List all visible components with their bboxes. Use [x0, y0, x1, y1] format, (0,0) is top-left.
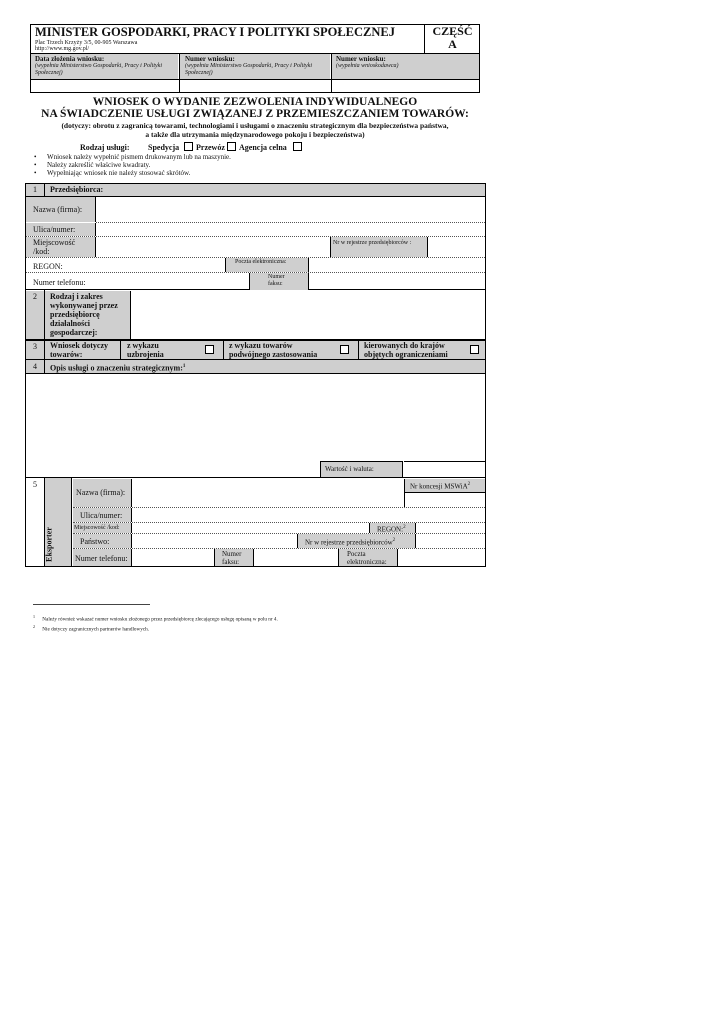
- s5-exporter-side-label: Eksporter: [44, 527, 54, 562]
- section-3-number: 3: [33, 342, 37, 351]
- s5-street-label: Ulica/numer:: [80, 511, 123, 520]
- s3-restricted-checkbox[interactable]: [470, 345, 479, 354]
- s3-opt3-label: kierowanych do krajów objętych ograniczeniami: [364, 341, 448, 359]
- s1-registry-input[interactable]: [429, 237, 485, 257]
- num1-input[interactable]: [180, 80, 330, 92]
- s5-license-label: Nr koncesji MSWiA$^2$: [410, 482, 471, 491]
- section-2-number: 2: [33, 292, 37, 301]
- date-input[interactable]: [31, 80, 178, 92]
- section-1-title: Przedsiębiorca:: [50, 185, 104, 194]
- s5-name-input[interactable]: [133, 479, 403, 507]
- s3-dual-use-checkbox[interactable]: [340, 345, 349, 354]
- section-5-number: 5: [33, 480, 37, 489]
- service-spedycja-checkbox[interactable]: [184, 142, 193, 151]
- s5-phone-input[interactable]: [133, 549, 213, 566]
- num1-label: Numer wniosku:: [185, 55, 235, 63]
- ministry-address: Plac Trzech Krzyży 3/5, 00-905 Warszawa: [35, 40, 138, 46]
- num2-label: Numer wniosku:: [336, 55, 386, 63]
- s5-street-input[interactable]: [133, 508, 485, 522]
- s2-activity-input[interactable]: [132, 291, 485, 339]
- num1-note: (wypełnia Ministerstwo Gospodarki, Pracy i Polityki Społecznej): [185, 63, 312, 76]
- ministry-name: MINISTER GOSPODARKI, PRACY I POLITYKI SPOŁECZNEJ: [35, 25, 396, 39]
- s5-country-label: Państwo:: [80, 537, 110, 546]
- num2-input[interactable]: [332, 80, 479, 92]
- s5-registry-input[interactable]: [417, 534, 485, 548]
- s5-name-label: Nazwa (firma):: [76, 488, 126, 497]
- s1-city-label: Miejscowość /kod:: [33, 238, 76, 256]
- service-agencja-checkbox[interactable]: [293, 142, 302, 151]
- s5-fax-input[interactable]: [255, 549, 337, 566]
- s1-phone-label: Numer telefonu:: [33, 278, 86, 287]
- s5-email-input[interactable]: [399, 549, 485, 566]
- s4-value-label: Wartość i waluta:: [325, 465, 374, 473]
- footnote-2: $^2$ Nie dotyczy zagranicznych partnerów handlowych.: [33, 624, 150, 633]
- s5-phone-label: Numer telefonu:: [75, 554, 128, 563]
- section-1-number: 1: [33, 185, 37, 194]
- service-opt2-label: Przewóz: [196, 143, 225, 152]
- s5-registry-label: Nr w rejestrze przedsiębiorców$^2$: [305, 538, 396, 547]
- service-przewoz-checkbox[interactable]: [227, 142, 236, 151]
- s1-city-input[interactable]: [97, 237, 329, 257]
- instruction-item: • Wniosek należy wypełnić pismem drukowanym lub na maszynie.: [34, 153, 231, 161]
- s1-registry-label: Nr w rejestrze przedsiębiorców :: [333, 240, 412, 246]
- service-label: Rodzaj usługi:: [80, 143, 130, 152]
- s1-street-label: Ulica/numer:: [33, 225, 76, 234]
- s4-value-input[interactable]: [404, 461, 485, 477]
- s1-name-label: Nazwa (firma):: [33, 205, 83, 214]
- s5-country-input[interactable]: [133, 534, 296, 548]
- s1-regon-label: REGON:: [33, 262, 63, 271]
- s5-regon-label: REGON:$^2$: [377, 525, 406, 534]
- section-4-title: Opis usługi o znaczeniu strategicznym:$^1$: [50, 363, 186, 373]
- footnote-separator: [33, 604, 150, 605]
- section-2-title: Rodzaj i zakres wykonywanej przez przedsiębiorcę działalności gospodarczej:: [50, 292, 118, 337]
- s1-email-label: Poczta elektroniczna:: [235, 259, 287, 265]
- section-4-number: 4: [33, 362, 37, 371]
- form-title: WNIOSEK O WYDANIE ZEZWOLENIA INDYWIDUALNEGO NA ŚWIADCZENIE USŁUGI ZWIĄZANEJ Z PRZEMIESZCZANIEM TOWARÓW: (dotyczy: obrotu z zagranicą towarami, technologiami i usługami o znaczeniu strategicznym dla bezpieczeństwa państwa, a także dla utrzymania międzynarodowego pokoju i bezpieczeństwa): [41, 96, 469, 139]
- footnote-1: $^1$ Należy również wskazać numer wniosku złożonego przez przedsiębiorcę zlecającego usługę opisaną w polu nr 4.: [33, 614, 278, 623]
- s1-fax-input[interactable]: [310, 273, 485, 289]
- s5-fax-label: Numer faksu:: [222, 550, 242, 566]
- s1-email-input[interactable]: [310, 258, 485, 272]
- s5-email-label: Poczta elektroniczna:: [347, 550, 387, 566]
- ministry-url[interactable]: http://www.mg.gov.pl/: [35, 46, 90, 52]
- s1-name-input[interactable]: [97, 197, 485, 222]
- s1-fax-label: Numer faksu:: [268, 274, 285, 287]
- part-label: CZĘŚĆ A: [432, 24, 473, 51]
- s5-license-input[interactable]: [404, 492, 485, 507]
- instructions-list: [34, 153, 231, 177]
- s5-city-label: Miejscowość /kod:: [74, 525, 120, 531]
- section-3-title: Wniosek dotyczy towarów:: [50, 341, 108, 359]
- instruction-item: • Wypełniając wniosek nie należy stosować skrótów.: [34, 169, 191, 177]
- s5-regon-input[interactable]: [417, 523, 485, 533]
- s5-city-input[interactable]: [133, 523, 368, 533]
- s3-armament-checkbox[interactable]: [205, 345, 214, 354]
- service-opt3-label: Agencja celna: [239, 143, 287, 152]
- s3-opt1-label: z wykazu uzbrojenia: [127, 341, 164, 359]
- s1-phone-input[interactable]: [97, 273, 248, 289]
- s1-street-input[interactable]: [97, 223, 485, 236]
- instruction-item: • Należy zakreślić właściwe kwadraty.: [34, 161, 151, 169]
- s4-description-input[interactable]: [26, 374, 485, 460]
- service-opt1-label: Spedycja: [148, 143, 180, 152]
- date-label: Data złożenia wniosku:: [35, 55, 105, 63]
- num2-note: (wypełnia wnioskodawca): [336, 63, 399, 69]
- date-note: (wypełnia Ministerstwo Gospodarki, Pracy i Polityki Społecznej): [35, 63, 162, 76]
- s1-regon-input[interactable]: [70, 258, 224, 272]
- s3-opt2-label: z wykazu towarów podwójnego zastosowania: [229, 341, 318, 359]
